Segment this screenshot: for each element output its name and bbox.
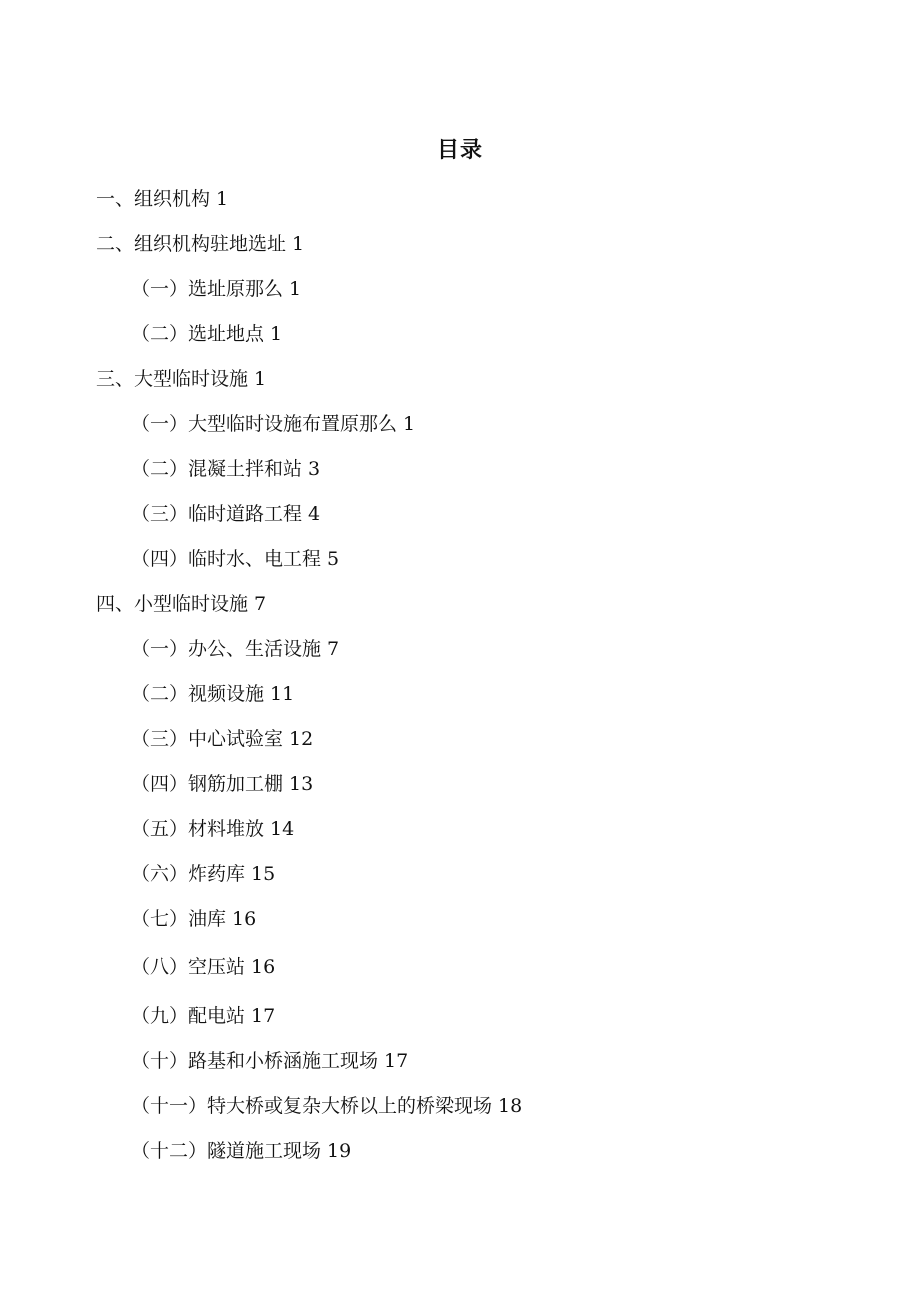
toc-entry-page: 11 bbox=[270, 683, 295, 705]
toc-entry-text: 一、组织机构 bbox=[96, 188, 211, 210]
toc-entry-text: （二）选址地点 bbox=[131, 323, 265, 345]
toc-entry[interactable] bbox=[131, 1048, 408, 1074]
toc-entry-page: 19 bbox=[327, 1140, 352, 1162]
toc-entry-page: 12 bbox=[289, 728, 314, 750]
toc-entry-page: 16 bbox=[251, 956, 276, 978]
toc-entry-page: 1 bbox=[289, 278, 302, 300]
toc-entry-page: 1 bbox=[270, 323, 283, 345]
toc-entry[interactable] bbox=[131, 501, 320, 527]
toc-entry-page: 17 bbox=[384, 1050, 409, 1072]
toc-entry-page: 1 bbox=[292, 233, 305, 255]
toc-entry-text: （四）钢筋加工棚 bbox=[131, 773, 284, 795]
toc-entry-text: （五）材料堆放 bbox=[131, 818, 265, 840]
toc-entry[interactable] bbox=[131, 681, 294, 707]
toc-entry-text: （三）中心试验室 bbox=[131, 728, 284, 750]
toc-entry-page: 15 bbox=[251, 863, 276, 885]
toc-entry[interactable] bbox=[96, 186, 228, 212]
toc-entry-text: 四、小型临时设施 bbox=[96, 593, 249, 615]
toc-entry[interactable] bbox=[131, 321, 282, 347]
toc-entry[interactable] bbox=[96, 231, 304, 257]
toc-entry-page: 18 bbox=[498, 1095, 523, 1117]
toc-entry-page: 4 bbox=[308, 503, 321, 525]
toc-entry-page: 16 bbox=[232, 908, 257, 930]
toc-entry[interactable] bbox=[131, 411, 415, 437]
toc-entry-text: （一）选址原那么 bbox=[131, 278, 284, 300]
toc-entry-text: 二、组织机构驻地选址 bbox=[96, 233, 287, 255]
toc-entry-text: （七）油库 bbox=[131, 908, 227, 930]
toc-entry-text: 三、大型临时设施 bbox=[96, 368, 249, 390]
toc-entry[interactable] bbox=[131, 1093, 522, 1119]
toc-entry[interactable] bbox=[131, 456, 320, 482]
toc-entry-page: 3 bbox=[308, 458, 321, 480]
toc-entry[interactable] bbox=[131, 276, 301, 302]
toc-entry[interactable] bbox=[131, 816, 294, 842]
toc-entry[interactable] bbox=[131, 954, 275, 980]
toc-entry[interactable] bbox=[131, 546, 339, 572]
toc-entry[interactable] bbox=[131, 726, 313, 752]
toc-entry-text: （九）配电站 bbox=[131, 1005, 246, 1027]
toc-entry-text: （十一）特大桥或复杂大桥以上的桥梁现场 bbox=[131, 1095, 493, 1117]
toc-entry-page: 14 bbox=[270, 818, 295, 840]
toc-entry[interactable] bbox=[131, 636, 339, 662]
toc-entry-page: 17 bbox=[251, 1005, 276, 1027]
toc-entry-text: （十）路基和小桥涵施工现场 bbox=[131, 1050, 379, 1072]
toc-entry-page: 5 bbox=[327, 548, 340, 570]
toc-entry-text: （二）混凝土拌和站 bbox=[131, 458, 303, 480]
toc-entry-text: （一）办公、生活设施 bbox=[131, 638, 322, 660]
toc-entry-text: （十二）隧道施工现场 bbox=[131, 1140, 322, 1162]
toc-entry-text: （一）大型临时设施布置原那么 bbox=[131, 413, 398, 435]
toc-entry-text: （八）空压站 bbox=[131, 956, 246, 978]
toc-entry-page: 1 bbox=[403, 413, 416, 435]
toc-entry-text: （二）视频设施 bbox=[131, 683, 265, 705]
toc-entry-page: 13 bbox=[289, 773, 314, 795]
toc-entry-page: 1 bbox=[254, 368, 267, 390]
toc-entry-text: （四）临时水、电工程 bbox=[131, 548, 322, 570]
toc-entry[interactable] bbox=[131, 861, 275, 887]
toc-entry-text: （六）炸药库 bbox=[131, 863, 246, 885]
toc-entry[interactable] bbox=[131, 1138, 351, 1164]
toc-entry[interactable] bbox=[131, 1003, 275, 1029]
toc-entry-text: （三）临时道路工程 bbox=[131, 503, 303, 525]
toc-entry[interactable] bbox=[96, 591, 266, 617]
toc-entry[interactable] bbox=[131, 771, 313, 797]
toc-title: 目录 bbox=[436, 138, 483, 163]
toc-entry[interactable] bbox=[131, 906, 256, 932]
toc-entry-page: 7 bbox=[254, 593, 267, 615]
toc-entry[interactable] bbox=[96, 366, 266, 392]
toc-entry-page: 7 bbox=[327, 638, 340, 660]
toc-entry-page: 1 bbox=[216, 188, 229, 210]
